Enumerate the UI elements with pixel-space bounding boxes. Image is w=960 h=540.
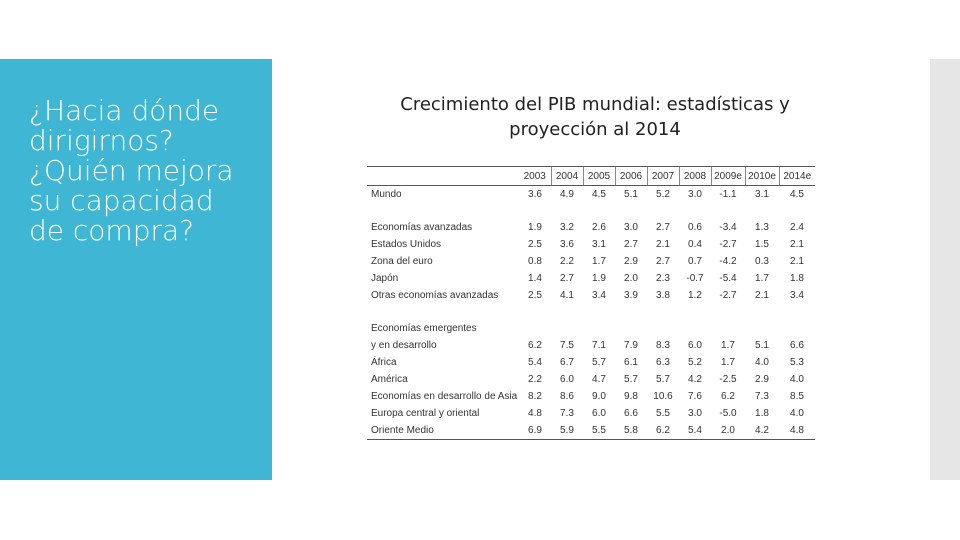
- row-label: África: [371, 357, 397, 368]
- table-cell: 5.1: [624, 189, 638, 200]
- table-cell: [647, 320, 679, 337]
- table-cell: 3.2: [560, 222, 574, 233]
- row-label: América: [371, 374, 408, 385]
- table-cell: 5.7: [656, 374, 670, 385]
- table-cell: 3.6: [528, 189, 542, 200]
- table-cell: 7.1: [592, 340, 606, 351]
- table-cell: 4.7: [592, 374, 606, 385]
- table-row: [367, 287, 815, 304]
- table-heading: [360, 92, 830, 142]
- table-cell: 6.9: [519, 422, 551, 440]
- table-cell: 4.9: [560, 189, 574, 200]
- row-label: Europa central y oriental: [371, 408, 480, 419]
- table-cell: 1.2: [688, 290, 702, 301]
- table-cell: 7.5: [560, 340, 574, 351]
- table-cell: 8.6: [560, 391, 574, 402]
- subtitle-line: ¿Hacia dónde: [29, 94, 220, 127]
- table-cell: 5.4: [528, 357, 542, 368]
- column-header: 2008: [679, 167, 711, 186]
- row-label: Zona del euro: [371, 256, 433, 267]
- table-row: [367, 354, 815, 371]
- column-header: 2007: [647, 167, 679, 186]
- subtitle-line: de compra?: [29, 214, 195, 247]
- column-header: 2006: [615, 167, 647, 186]
- table-cell: 7.6: [688, 391, 702, 402]
- table-cell: 1.4: [528, 273, 542, 284]
- table-cell: 8.2: [528, 391, 542, 402]
- table-cell: 1.8: [755, 408, 769, 419]
- table-cell: 4.8: [779, 422, 815, 440]
- table-cell: 1.7: [721, 357, 735, 368]
- table-cell: 5.2: [656, 189, 670, 200]
- table-cell: -1.1: [719, 189, 737, 200]
- table-cell: 4.2: [745, 422, 779, 440]
- table-cell: 6.0: [560, 374, 574, 385]
- table-cell: 4.0: [755, 357, 769, 368]
- table-cell: 2.4: [790, 222, 804, 233]
- table-cell: -5.4: [719, 273, 737, 284]
- table-cell: 4.1: [560, 290, 574, 301]
- heading-line-1: Crecimiento del PIB mundial: estadísticas y: [400, 94, 790, 115]
- table-cell: 3.4: [592, 290, 606, 301]
- table-cell: 2.2: [560, 256, 574, 267]
- table-cell: [615, 320, 647, 337]
- table-cell: 5.4: [679, 422, 711, 440]
- table-cell: 1.7: [755, 273, 769, 284]
- heading-line-2: proyección al 2014: [509, 119, 681, 140]
- table-cell: [711, 320, 745, 337]
- subtitle-line: ¿Quién mejora: [29, 154, 234, 187]
- table-cell: 6.2: [721, 391, 735, 402]
- table-cell: 1.7: [592, 256, 606, 267]
- table-row: [367, 219, 815, 236]
- table-cell: -4.2: [719, 256, 737, 267]
- spacer-row: [367, 304, 815, 320]
- table-cell: -2.5: [719, 374, 737, 385]
- table-cell: 1.9: [528, 222, 542, 233]
- table-cell: 9.0: [592, 391, 606, 402]
- row-label: Estados Unidos: [371, 239, 442, 250]
- table-cell: 6.6: [790, 340, 804, 351]
- table-cell: 5.8: [615, 422, 647, 440]
- table-cell: 3.1: [755, 189, 769, 200]
- table-cell: 2.7: [560, 273, 574, 284]
- table-row: [367, 270, 815, 287]
- table-cell: 3.0: [688, 189, 702, 200]
- spacer-row: [367, 203, 815, 219]
- row-label: Japón: [371, 273, 399, 284]
- table-cell: 4.8: [528, 408, 542, 419]
- table-cell: 5.7: [624, 374, 638, 385]
- table-cell: 2.0: [711, 422, 745, 440]
- table-cell: 3.6: [560, 239, 574, 250]
- row-label: Economías en desarrollo de Asia: [371, 391, 518, 402]
- table-cell: 8.3: [656, 340, 670, 351]
- column-header: 2004: [551, 167, 583, 186]
- row-label: y en desarrollo: [371, 340, 437, 351]
- table-cell: 5.9: [551, 422, 583, 440]
- table-row: [367, 337, 815, 354]
- table-cell: 1.8: [790, 273, 804, 284]
- table-cell: 6.1: [624, 357, 638, 368]
- table-cell: 6.0: [592, 408, 606, 419]
- column-header: 2005: [583, 167, 615, 186]
- table-cell: 2.1: [790, 239, 804, 250]
- table-cell: 2.6: [592, 222, 606, 233]
- row-label: Economías avanzadas: [371, 222, 473, 233]
- table-header-row: [367, 167, 815, 186]
- table-cell: 2.7: [624, 239, 638, 250]
- table-row: [367, 388, 815, 405]
- table-row: [367, 371, 815, 388]
- table-cell: 7.9: [624, 340, 638, 351]
- table-cell: 4.0: [790, 408, 804, 419]
- table-row: [367, 253, 815, 270]
- table-cell: 2.0: [624, 273, 638, 284]
- table-cell: -5.0: [719, 408, 737, 419]
- right-scroll-bar: [930, 59, 960, 480]
- table-cell: 0.6: [688, 222, 702, 233]
- table-cell: 6.7: [560, 357, 574, 368]
- table-cell: 3.1: [592, 239, 606, 250]
- table-cell: 2.9: [755, 374, 769, 385]
- table-cell: 7.3: [560, 408, 574, 419]
- table-cell: 0.7: [688, 256, 702, 267]
- table-cell: 6.6: [624, 408, 638, 419]
- table-cell: 2.7: [656, 256, 670, 267]
- column-header: 2010e: [745, 167, 779, 186]
- table-cell: 4.2: [688, 374, 702, 385]
- table-cell: 7.3: [755, 391, 769, 402]
- table-cell: 6.2: [528, 340, 542, 351]
- table-cell: 6.3: [656, 357, 670, 368]
- column-header: 2003: [519, 167, 551, 186]
- gdp-table: [367, 166, 815, 440]
- row-label: Otras economías avanzadas: [371, 290, 499, 301]
- table-cell: [551, 320, 583, 337]
- table-cell: 0.3: [755, 256, 769, 267]
- table-cell: -0.7: [686, 273, 704, 284]
- table-cell: 5.1: [755, 340, 769, 351]
- table-cell: 2.3: [656, 273, 670, 284]
- table-cell: 2.2: [528, 374, 542, 385]
- table-cell: 8.5: [790, 391, 804, 402]
- slide-subtitle: [29, 96, 269, 246]
- table-cell: -3.4: [719, 222, 737, 233]
- table-cell: 2.9: [624, 256, 638, 267]
- row-label: Economías emergentes: [371, 323, 477, 334]
- table-cell: 5.5: [656, 408, 670, 419]
- table-cell: 2.7: [656, 222, 670, 233]
- table-cell: [745, 320, 779, 337]
- table-cell: 10.6: [653, 391, 673, 402]
- table-cell: 3.4: [790, 290, 804, 301]
- table-cell: 1.9: [592, 273, 606, 284]
- table-cell: 4.5: [790, 189, 804, 200]
- table-row: [367, 422, 815, 440]
- header-label-cell: [367, 167, 519, 186]
- table-cell: 3.0: [624, 222, 638, 233]
- row-label: Oriente Medio: [367, 422, 519, 440]
- table-cell: 2.1: [656, 239, 670, 250]
- table-cell: 1.7: [721, 340, 735, 351]
- table-cell: 2.1: [755, 290, 769, 301]
- table-cell: 5.3: [790, 357, 804, 368]
- table-cell: 4.0: [790, 374, 804, 385]
- table-cell: 3.0: [688, 408, 702, 419]
- table-cell: 4.5: [592, 189, 606, 200]
- table-row: [367, 320, 815, 337]
- table-cell: 5.2: [688, 357, 702, 368]
- table-cell: 5.5: [583, 422, 615, 440]
- subtitle-line: dirigirnos?: [29, 124, 174, 157]
- column-header: 2014e: [779, 167, 815, 186]
- table-row: [367, 236, 815, 253]
- column-header: 2009e: [711, 167, 745, 186]
- table-cell: 2.5: [528, 239, 542, 250]
- table-cell: 1.5: [755, 239, 769, 250]
- table-cell: [779, 320, 815, 337]
- table-cell: 5.7: [592, 357, 606, 368]
- table-cell: 3.8: [656, 290, 670, 301]
- table-row: [367, 186, 815, 204]
- table-cell: 6.0: [688, 340, 702, 351]
- table-cell: 0.8: [528, 256, 542, 267]
- table-cell: [583, 320, 615, 337]
- table-cell: 0.4: [688, 239, 702, 250]
- table-cell: [679, 320, 711, 337]
- table-cell: 2.1: [790, 256, 804, 267]
- table-cell: -2.7: [719, 290, 737, 301]
- table-cell: 6.2: [647, 422, 679, 440]
- table-cell: -2.7: [719, 239, 737, 250]
- table-row: [367, 405, 815, 422]
- table-cell: 2.5: [528, 290, 542, 301]
- table-cell: 3.9: [624, 290, 638, 301]
- row-label: Mundo: [371, 189, 402, 200]
- table-cell: [519, 320, 551, 337]
- table-cell: 9.8: [624, 391, 638, 402]
- subtitle-line: su capacidad: [29, 184, 214, 217]
- table-cell: 1.3: [755, 222, 769, 233]
